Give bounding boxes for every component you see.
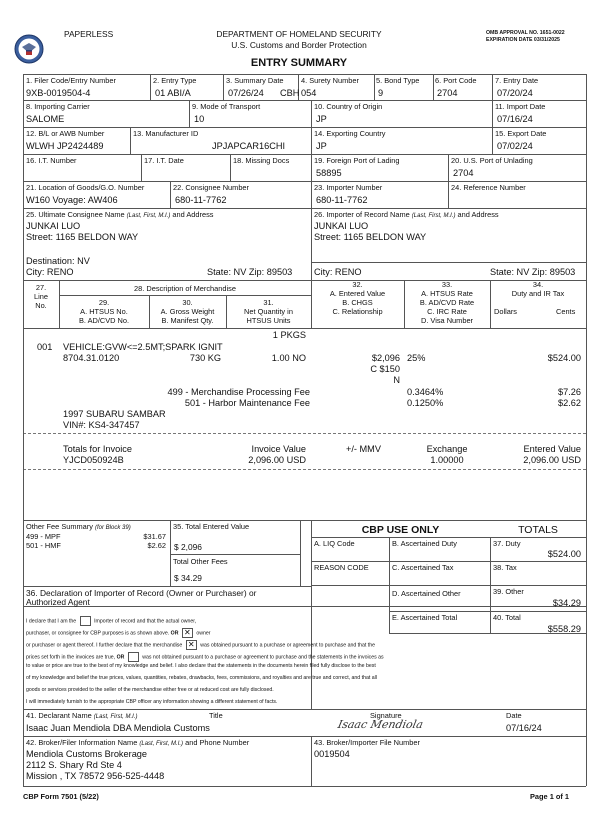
declaration-or-1: OR [170, 630, 179, 637]
line-gross-weight: 730 KG [189, 353, 221, 363]
declarant-name: Isaac Juan Mendiola DBA Mendiola Customs [26, 723, 210, 733]
col31-num: 31. [263, 298, 274, 307]
total-entered-value-label: 35. Total Entered Value [173, 522, 250, 531]
declarant-name-label-note: (Last, First, M.I.) [93, 714, 138, 720]
manufacturer-id-value: JPJAPCAR16CHI [212, 141, 286, 151]
signature: Isaac Mendiola [336, 718, 425, 731]
declaration-line-3 [26, 640, 375, 650]
importer-name: JUNKAI LUO [314, 221, 369, 231]
declaration-line-2b: owner [196, 630, 211, 637]
broker-file-number: 0019504 [314, 749, 350, 759]
not-obtained-checkbox[interactable] [128, 652, 139, 662]
col32-chgs: B. CHGS [342, 298, 373, 307]
entry-date-value: 07/20/24 [497, 88, 533, 98]
consignee-city: City: RENO [26, 267, 74, 277]
date-label: Date [506, 711, 522, 720]
exchange-label: Exchange [426, 444, 468, 454]
total-entered-value: $ 2,096 [174, 542, 202, 552]
fee-hmf-rate: 0.1250% [407, 398, 444, 408]
import-date-label: 11. Import Date [495, 102, 546, 111]
exchange-rate: 1.00000 [430, 455, 464, 465]
declaration-title-2: Authorized Agent [26, 597, 90, 607]
line-entered-value: $2,096 [371, 353, 400, 363]
col31-netqty: Net Quantity in [244, 307, 293, 316]
total-other-fees-label: Total Other Fees [173, 557, 228, 566]
missing-docs-label: 18. Missing Docs [233, 156, 290, 165]
grand-total: $558.29 [547, 624, 581, 634]
fee-hmf-amount: $2.62 [558, 398, 581, 408]
consignee-state-zip: State: NV Zip: 89503 [207, 267, 293, 277]
declaration-line-3a: or purchaser or agent thereof. I further declare that the merchandise [26, 642, 183, 649]
declaration-line-4 [26, 652, 384, 662]
export-date-value: 07/02/24 [497, 141, 533, 151]
consignee-street: Street: 1165 BELDON WAY [26, 232, 139, 242]
entered-value: 2,096.00 USD [523, 455, 581, 465]
country-origin-label: 10. Country of Origin [314, 102, 383, 111]
summary-date-cbh: CBH [280, 88, 300, 98]
ascertained-duty-label: B. Ascertained Duty [392, 539, 457, 548]
it-number-label: 16. I.T. Number [26, 156, 77, 165]
foreign-port-label: 19. Foreign Port of Lading [314, 156, 400, 165]
consignee-name: JUNKAI LUO [26, 221, 81, 231]
declaration-line-3b: was obtained pursuant to a purchase or agreement to purchase and that the [200, 642, 375, 649]
mode-transport-label: 9. Mode of Transport [192, 102, 261, 111]
col28-header: 28. Description of Merchandise [134, 284, 236, 293]
totals-title: TOTALS [518, 524, 558, 536]
declaration-line-4a: prices set forth in the invoices are true, [26, 654, 116, 661]
surety-number-value: 054 [301, 88, 317, 98]
other-total: $34.29 [552, 598, 581, 608]
port-code-label: 6. Port Code [435, 76, 477, 85]
ascertained-total-label: E. Ascertained Total [392, 613, 458, 622]
col30-gross: A. Gross Weight [160, 307, 215, 316]
dhs-seal [14, 34, 44, 64]
location-goods-label: 21. Location of Goods/G.O. Number [26, 183, 145, 192]
col32-value: A. Entered Value [329, 289, 386, 298]
ultimate-consignee-label [26, 211, 213, 219]
col33-irc: C. IRC Rate [427, 307, 467, 316]
col32-relationship: C. Relationship [332, 307, 383, 316]
entered-value-label: Entered Value [523, 444, 581, 454]
declaration-date: 07/16/24 [506, 723, 542, 733]
importer-state-zip: State: NV Zip: 89503 [490, 267, 576, 277]
importer-record-label-main: 26. Importer of Record Name [314, 210, 410, 219]
surety-number-label: 4. Surety Number [301, 76, 359, 85]
line-charges: C $150 [370, 364, 400, 374]
consignee-destination: Destination: NV [26, 256, 90, 266]
importer-record-label-note: (Last, First, M.I.) [411, 213, 456, 219]
line-htsus: 8704.31.0120 [63, 353, 120, 363]
other-fee-summary-note: (for Block 39) [95, 525, 131, 531]
col29-num: 29. [98, 298, 110, 307]
broker-city-phone: Mission , TX 78572 956-525-4448 [26, 771, 165, 781]
broker-file-label: 43. Broker/Importer File Number [314, 738, 420, 747]
foreign-port-value: 58895 [316, 168, 342, 178]
expiration-date: EXPIRATION DATE 03/31/2025 [486, 37, 560, 43]
import-date-value: 07/16/24 [497, 114, 533, 124]
declaration-title-1: 36. Declaration of Importer of Record (Owner or Purchaser) or [26, 588, 257, 598]
vehicle-vin: VIN#: KS4-347457 [63, 420, 140, 430]
declaration-line-1a: I declare that I am the [26, 618, 77, 625]
page-number: Page 1 of 1 [530, 792, 570, 801]
hmf-label: 501 - HMF [26, 541, 61, 550]
mpf-value: $31.67 [143, 532, 166, 541]
line-relationship: N [393, 375, 400, 385]
importer-record-label-end: and Address [457, 210, 499, 219]
declaration-line-1b: Importer of record and that the actual owner, [94, 618, 197, 625]
seal-icon [14, 34, 44, 64]
signature-label: Signature [370, 711, 402, 720]
col29-htsus: A. HTSUS No. [80, 307, 128, 316]
fee-mpf-amount: $7.26 [558, 387, 581, 397]
it-date-label: 17. I.T. Date [144, 156, 184, 165]
entry-date-label: 7. Entry Date [495, 76, 539, 85]
liq-code-label: A. LIQ Code [314, 539, 355, 548]
importing-carrier-label: 8. Importing Carrier [26, 102, 90, 111]
filer-code-value: 9XB-0019504-4 [26, 88, 91, 98]
col29-adcvd: B. AD/CVD No. [78, 316, 130, 325]
mmv-label: +/- MMV [346, 444, 381, 454]
entry-type-label: 2. Entry Type [153, 76, 197, 85]
exporting-country-value: JP [316, 141, 327, 151]
port-code-value: 2704 [437, 88, 458, 98]
fee-mpf-name: 499 - Merchandise Processing Fee [167, 387, 310, 397]
ultimate-consignee-label-main: 25. Ultimate Consignee Name [26, 210, 125, 219]
col30-num: 30. [182, 298, 193, 307]
broker-info-label-end: and Phone Number [185, 738, 250, 747]
tax-label: 38. Tax [493, 563, 517, 572]
ultimate-consignee-label-end: and Address [172, 210, 214, 219]
consignee-number-value: 680-11-7762 [175, 195, 227, 205]
col32-num: 32. [352, 280, 363, 289]
duty-label: 37. Duty [493, 539, 521, 548]
col31-units: HTSUS Units [246, 316, 291, 325]
broker-info-label [26, 739, 249, 747]
omb-approval: OMB APPROVAL NO. 1651-0022 [486, 30, 565, 36]
us-port-label: 20. U.S. Port of Unlading [451, 156, 533, 165]
location-goods-value: W160 Voyage: AW406 [26, 195, 118, 205]
declaration-line-2 [26, 628, 211, 638]
mode-transport-value: 10 [194, 114, 205, 124]
declaration-line-1 [26, 616, 196, 626]
bond-type-value: 9 [378, 88, 384, 98]
line-rate: 25% [407, 353, 426, 363]
exporting-country-label: 14. Exporting Country [314, 129, 386, 138]
col34-dollars: Dollars [494, 307, 517, 316]
importing-carrier-value: SALOME [26, 114, 65, 124]
declaration-line-8: I will immediately furnish to the appropriate CBP officer any information showing a different statement of facts. [26, 699, 278, 705]
country-origin-value: JP [316, 114, 327, 124]
entry-type-value: 01 ABI/A [155, 88, 191, 98]
declaration-line-4b: was not obtained pursuant to a purchase or agreement to purchase and the statements in the invoices as [142, 654, 384, 661]
mpf-label: 499 - MPF [26, 532, 61, 541]
other-fee-summary-label [26, 523, 131, 531]
col33-num: 33. [441, 280, 453, 289]
importer-record-label [314, 211, 499, 219]
agency-name: U.S. Customs and Border Protection [231, 40, 367, 50]
line-duty: $524.00 [547, 353, 581, 363]
col34-num: 34. [532, 280, 544, 289]
ascertained-tax-label: C. Ascertained Tax [392, 563, 454, 572]
importer-checkbox[interactable] [80, 616, 91, 626]
col27-no: No. [35, 301, 47, 310]
col34-cents: Cents [556, 307, 576, 316]
declaration-line-5: to value or price are true to the best of my knowledge and belief. I also declare that the statements in the documents herein filed fully disclose to the best [26, 663, 376, 669]
declarant-name-label [26, 712, 137, 720]
importer-street: Street: 1165 BELDON WAY [314, 232, 427, 242]
col30-manifest: B. Manifest Qty. [161, 316, 214, 325]
invoice-value: 2,096.00 USD [248, 455, 306, 465]
invoice-value-label: Invoice Value [251, 444, 306, 454]
duty-total: $524.00 [547, 549, 581, 559]
ultimate-consignee-label-note: (Last, First, M.I.) [126, 213, 171, 219]
col33-visa: D. Visa Number [420, 316, 474, 325]
col33-adcvd: B. AD/CVD Rate [419, 298, 475, 307]
fee-mpf-rate: 0.3464% [407, 387, 444, 397]
consignee-number-label: 22. Consignee Number [173, 183, 250, 192]
other-label: 39. Other [493, 587, 524, 596]
form-number: CBP Form 7501 (5/22) [23, 792, 99, 801]
declaration-line-6: of my knowledge and belief the true prices, values, quantities, rebates, drawbacks, fees, commissions, and royalties and are true and correct, and that all [26, 675, 377, 681]
reason-code-label: REASON CODE [314, 563, 369, 572]
bond-type-label: 5. Bond Type [376, 76, 420, 85]
declarant-name-label-main: 41. Declarant Name [26, 711, 92, 720]
importer-city: City: RENO [314, 267, 362, 277]
title-label: Title [209, 711, 223, 720]
broker-info-label-main: 42. Broker/Filer Information Name [26, 738, 138, 747]
ascertained-other-label: D. Ascertained Other [392, 589, 461, 598]
line-net-qty: 1.00 NO [271, 353, 306, 363]
manufacturer-id-label: 13. Manufacturer ID [133, 129, 199, 138]
obtained-checkbox[interactable]: ✕ [186, 640, 197, 650]
invoice-totals-label: Totals for Invoice [63, 444, 132, 454]
importer-number-value: 680-11-7762 [316, 195, 368, 205]
declaration-line-7: goods or services provided to the seller of the merchandise either free or at reduced cost are fully disclosed. [26, 687, 274, 693]
other-fee-summary-main: Other Fee Summary [26, 522, 93, 531]
broker-name: Mendiola Customs Brokerage [26, 749, 148, 759]
summary-date-value: 07/26/24 [228, 88, 264, 98]
summary-date-label: 3. Summary Date [226, 76, 284, 85]
reference-number-label: 24. Reference Number [451, 183, 526, 192]
filer-code-label: 1. Filer Code/Entry Number [26, 76, 116, 85]
importer-number-label: 23. Importer Number [314, 183, 383, 192]
col34-duty: Duty and IR Tax [511, 289, 565, 298]
export-date-label: 15. Export Date [495, 129, 547, 138]
total-label: 40. Total [493, 613, 521, 622]
cbp-use-only-title: CBP USE ONLY [361, 524, 440, 536]
department-name: DEPARTMENT OF HOMELAND SECURITY [216, 29, 382, 39]
col27-num: 27. [35, 283, 47, 292]
us-port-value: 2704 [453, 168, 474, 178]
line-number: 001 [37, 342, 53, 352]
bl-awb-value: WLWH JP2424489 [26, 141, 104, 151]
declaration-or-2: OR [116, 654, 125, 661]
broker-info-label-note: (Last, First, M.I.) [139, 741, 184, 747]
col27-line: Line [34, 292, 48, 301]
broker-street: 2112 S. Shary Rd Ste 4 [26, 760, 122, 770]
fee-hmf-name: 501 - Harbor Maintenance Fee [184, 398, 310, 408]
bl-awb-label: 12. B/L or AWB Number [26, 129, 105, 138]
declaration-line-2a: purchaser, or consignee for CBP purposes is as shown above. [26, 630, 170, 637]
line-pkgs: 1 PKGS [272, 330, 306, 340]
invoice-number: YJCD050924B [63, 455, 124, 465]
line-description: VEHICLE:GVW<=2.5MT;SPARK IGNIT [63, 342, 223, 352]
total-other-fees: $ 34.29 [174, 573, 202, 583]
col33-rate: A. HTSUS Rate [421, 289, 473, 298]
form-title: ENTRY SUMMARY [250, 57, 348, 69]
hmf-value: $2.62 [147, 541, 166, 550]
owner-checkbox[interactable]: ✕ [182, 628, 193, 638]
paperless-label: PAPERLESS [64, 29, 114, 39]
vehicle-description: 1997 SUBARU SAMBAR [63, 409, 166, 419]
